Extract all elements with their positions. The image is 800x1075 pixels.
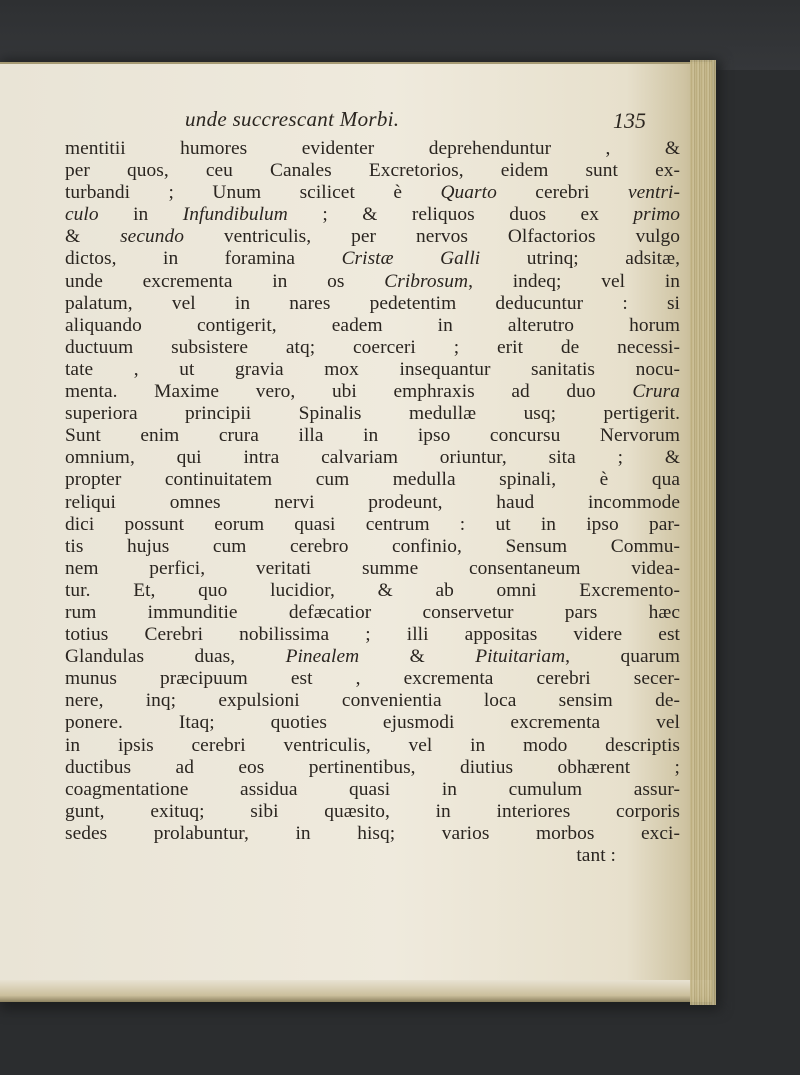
- text-run: munus præcipuum est , excrementa cerebri secer-: [65, 668, 680, 690]
- text-run: menta. Maxime vero, ubi emphraxis ad duo: [65, 381, 633, 403]
- italic-run: Crura: [632, 381, 680, 403]
- text-line: [65, 624, 680, 646]
- text-line: [65, 425, 680, 447]
- text-line: [65, 381, 680, 403]
- text-line: [65, 226, 680, 248]
- text-line: [65, 801, 680, 823]
- text-run: Sunt enim crura illa in ipso concursu Nervorum: [65, 425, 680, 447]
- text-run: dici possunt eorum quasi centrum : ut in ipso par-: [65, 513, 680, 535]
- text-line: [65, 293, 680, 315]
- text-run: reliqui omnes nervi prodeunt, haud incommode: [65, 491, 680, 513]
- text-run: ductibus ad eos pertinentibus, diutius obhærent ;: [65, 756, 680, 778]
- text-line: [65, 469, 680, 491]
- text-line: [65, 492, 680, 514]
- text-line: [65, 757, 680, 779]
- italic-run: primo: [633, 204, 680, 226]
- text-run: ponere. Itaq; quoties ejusmodi excrementa vel: [65, 712, 680, 734]
- catchword: tant :: [576, 845, 616, 866]
- text-run: dictos, in foramina: [65, 248, 342, 270]
- text-run: unde excrementa in os: [65, 270, 385, 292]
- page-edge: [690, 60, 716, 1005]
- text-line: [65, 536, 680, 558]
- text-run: palatum, vel in nares pedetentim deducuntur : si: [65, 292, 680, 314]
- text-line: [65, 668, 680, 690]
- italic-run: culo: [65, 204, 99, 226]
- text-line: [65, 514, 680, 536]
- italic-run: Cristæ Galli: [341, 248, 481, 270]
- running-head: unde succrescant Morbi.: [185, 107, 400, 131]
- text-run: ; & reliquos duos ex: [287, 204, 634, 226]
- text-line: [65, 735, 680, 757]
- text-run: rum immunditie defæcatior conservetur pars hæc: [65, 601, 680, 623]
- italic-run: Quarto: [440, 182, 497, 204]
- text-line: [65, 138, 680, 160]
- text-run: cerebri: [496, 182, 628, 204]
- text-line: [65, 447, 680, 469]
- text-run: &: [65, 226, 121, 248]
- italic-run: Pinealem: [285, 646, 360, 668]
- text-line: [65, 712, 680, 734]
- text-run: superiora principii Spinalis medullæ usq; pertigerit.: [65, 403, 680, 425]
- text-run: in: [98, 204, 183, 226]
- text-line: [65, 558, 680, 580]
- text-run: ventriculis, per nervos Olfactorios vulgo: [183, 226, 680, 248]
- text-line: [65, 315, 680, 337]
- text-line: [65, 403, 680, 425]
- text-run: &: [359, 646, 476, 668]
- text-line: [65, 248, 680, 270]
- text-line: [65, 690, 680, 712]
- text-run: omnium, qui intra calvariam oriuntur, sita ; &: [65, 447, 680, 469]
- text-run: propter continuitatem cum medulla spinali, è qua: [65, 469, 680, 491]
- text-run: tate , ut gravia mox insequantur sanitatis nocu-: [65, 358, 680, 380]
- text-line: [65, 271, 680, 293]
- italic-run: ventri-: [627, 182, 680, 204]
- page-number: 135: [613, 108, 646, 133]
- text-run: nem perfici, veritati summe consentaneum videa-: [65, 557, 680, 579]
- text-run: gunt, exituq; sibi quæsito, in interiores corporis: [65, 800, 680, 822]
- text-line: [65, 580, 680, 602]
- text-run: sedes prolabuntur, in hisq; varios morbos exci-: [65, 822, 680, 844]
- text-run: in ipsis cerebri ventriculis, vel in modo descriptis: [65, 734, 680, 756]
- text-run: turbandi ; Unum scilicet è: [65, 182, 441, 204]
- body-text: [65, 138, 680, 867]
- italic-run: Pituitariam: [475, 646, 566, 668]
- italic-run: secundo: [120, 226, 184, 248]
- text-run: utrinq; adsitæ,: [480, 248, 680, 270]
- text-run: per quos, ceu Canales Excretorios, eidem sunt ex-: [65, 160, 680, 182]
- text-lines: [65, 138, 680, 845]
- text-line: [65, 779, 680, 801]
- text-run: , indeq; vel in: [468, 270, 680, 292]
- text-line: [65, 646, 680, 668]
- text-run: tis hujus cum cerebro confinio, Sensum Commu-: [65, 535, 680, 557]
- text-line: [65, 160, 680, 182]
- text-run: nere, inq; expulsioni convenientia loca sensim de-: [65, 690, 680, 712]
- text-line: [65, 359, 680, 381]
- text-line: [65, 204, 680, 226]
- text-line: [65, 182, 680, 204]
- text-run: mentitii humores evidenter deprehenduntur , &: [65, 138, 680, 159]
- italic-run: Infundibulum: [182, 204, 288, 226]
- text-line: [65, 337, 680, 359]
- text-line: [65, 602, 680, 624]
- text-run: aliquando contigerit, eadem in alterutro horum: [65, 314, 680, 336]
- text-run: coagmentatione assidua quasi in cumulum assur-: [65, 778, 680, 800]
- text-run: Glandulas duas,: [65, 646, 286, 668]
- text-run: ductuum subsistere atq; coerceri ; erit de necessi-: [65, 336, 680, 358]
- italic-run: Cribrosum: [384, 270, 469, 292]
- text-line: [65, 823, 680, 845]
- text-run: tur. Et, quo lucidior, & ab omni Excremento-: [65, 579, 680, 601]
- text-run: , quarum: [565, 646, 681, 668]
- text-run: totius Cerebri nobilissima ; illi appositas videre est: [65, 624, 680, 646]
